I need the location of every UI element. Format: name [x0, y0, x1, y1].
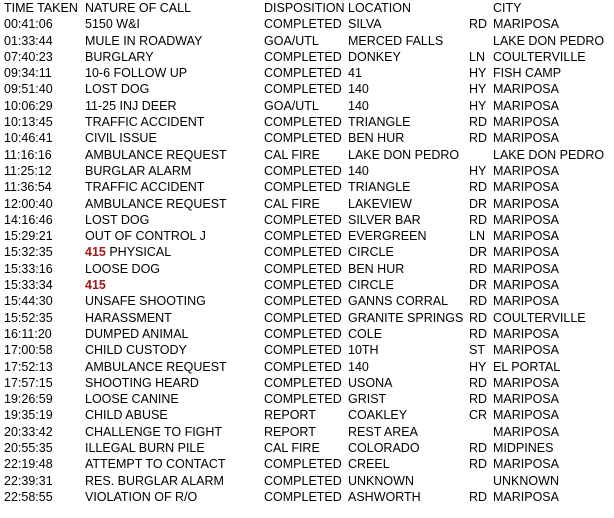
cell-city: LAKE DON PEDRO [493, 33, 605, 48]
cell-location: CIRCLE [348, 245, 394, 260]
cell-nature-of-call [85, 342, 187, 358]
cell-street-suffix: LN [469, 229, 485, 244]
cell-time-taken: 11:16:16 [4, 147, 52, 162]
cell-street-suffix: RD [469, 261, 488, 276]
cell-city: LAKE DON PEDRO [493, 147, 605, 162]
cell-city: MARIPOSA [493, 375, 559, 390]
penal-code: 415 [85, 278, 106, 293]
cell-street-suffix: RD [469, 294, 488, 309]
nature-text: AMBULANCE REQUEST [85, 359, 227, 374]
cell-city: FISH CAMP [493, 66, 562, 81]
table-row [0, 489, 614, 505]
cell-time-taken: 10:46:41 [4, 131, 53, 146]
cell-street-suffix: RD [469, 489, 488, 504]
cell-city: MARIPOSA [493, 180, 559, 195]
table-row [0, 81, 614, 97]
table-row [0, 49, 614, 65]
header-city: CITY [493, 1, 522, 15]
cell-time-taken: 10:13:45 [4, 115, 53, 130]
cell-nature-of-call [85, 359, 227, 375]
cell-location: 140 [348, 163, 369, 178]
cell-nature-of-call [85, 244, 171, 260]
cell-time-taken: 01:33:44 [4, 33, 53, 48]
cell-time-taken: 09:51:40 [4, 82, 53, 97]
cell-street-suffix: DR [469, 196, 488, 211]
header-nature-of-call: NATURE OF CALL [85, 1, 192, 15]
table-row [0, 179, 614, 195]
cell-street-suffix: RD [469, 392, 488, 407]
cell-disposition: COMPLETED [264, 66, 342, 81]
cell-disposition: COMPLETED [264, 457, 342, 472]
cell-disposition: COMPLETED [264, 131, 342, 146]
table-row [0, 163, 614, 179]
cell-city: MARIPOSA [493, 196, 559, 211]
cell-location: SILVER BAR [348, 212, 421, 227]
cell-disposition: COMPLETED [264, 278, 342, 293]
nature-text: AMBULANCE REQUEST [85, 196, 227, 211]
cell-time-taken: 17:52:13 [4, 359, 53, 374]
nature-text: 10-6 FOLLOW UP [85, 66, 188, 81]
cell-city: MARIPOSA [493, 212, 559, 227]
table-row [0, 228, 614, 244]
cell-location: CREEL [348, 457, 390, 472]
nature-text: LOST DOG [85, 82, 150, 97]
cell-disposition: COMPLETED [264, 294, 342, 309]
nature-text: TRAFFIC ACCIDENT [85, 180, 205, 195]
cell-nature-of-call [85, 179, 204, 195]
cell-nature-of-call [85, 196, 227, 212]
cell-street-suffix: HY [469, 359, 487, 374]
cell-time-taken: 15:44:30 [4, 294, 53, 309]
nature-text: UNSAFE SHOOTING [85, 294, 206, 309]
cell-time-taken: 07:40:23 [4, 49, 53, 64]
cell-street-suffix: ST [469, 343, 485, 358]
cell-time-taken: 17:57:15 [4, 375, 53, 390]
cell-location: CIRCLE [348, 278, 394, 293]
table-row [0, 65, 614, 81]
cell-city: MARIPOSA [493, 82, 559, 97]
call-log-rows [0, 16, 614, 505]
cell-location: LAKE DON PEDRO [348, 147, 460, 162]
cell-nature-of-call [85, 130, 157, 146]
cell-street-suffix: HY [469, 66, 487, 81]
table-row [0, 130, 614, 146]
cell-city: MARIPOSA [493, 326, 559, 341]
cell-disposition: REPORT [264, 424, 316, 439]
nature-text: SHOOTING HEARD [85, 375, 199, 390]
nature-text: BURGLARY [85, 49, 154, 64]
cell-city: MARIPOSA [493, 245, 559, 260]
cell-location: REST AREA [348, 424, 418, 439]
table-row [0, 98, 614, 114]
cell-location: 41 [348, 66, 362, 81]
cell-nature-of-call [85, 326, 189, 342]
cell-nature-of-call [85, 424, 222, 440]
nature-text: DUMPED ANIMAL [85, 326, 189, 341]
cell-street-suffix: RD [469, 17, 488, 32]
cell-disposition: COMPLETED [264, 392, 342, 407]
cell-city: MIDPINES [493, 441, 554, 456]
cell-city: COULTERVILLE [493, 310, 586, 325]
cell-disposition: COMPLETED [264, 180, 342, 195]
cell-nature-of-call [85, 293, 206, 309]
cell-city: MARIPOSA [493, 131, 559, 146]
cell-nature-of-call [85, 65, 187, 81]
cell-disposition: COMPLETED [264, 115, 342, 130]
cell-location: USONA [348, 375, 393, 390]
table-row [0, 424, 614, 440]
cell-city: MARIPOSA [493, 424, 559, 439]
nature-text: LOOSE CANINE [85, 392, 179, 407]
nature-text: CHALLENGE TO FIGHT [85, 424, 223, 439]
nature-text: CHILD ABUSE [85, 408, 168, 423]
cell-location: DONKEY [348, 49, 401, 64]
cell-nature-of-call [85, 407, 168, 423]
cell-nature-of-call [85, 163, 191, 179]
cell-location: SILVA [348, 17, 382, 32]
cell-time-taken: 19:26:59 [4, 392, 53, 407]
cell-nature-of-call [85, 16, 140, 32]
table-row [0, 293, 614, 309]
cell-street-suffix: RD [469, 457, 488, 472]
table-row [0, 391, 614, 407]
cell-disposition: GOA/UTL [264, 98, 319, 113]
cell-street-suffix: RD [469, 326, 488, 341]
cell-nature-of-call [85, 391, 179, 407]
cell-time-taken: 09:34:11 [4, 66, 52, 81]
penal-code: 415 [85, 245, 106, 260]
cell-location: COLE [348, 326, 383, 341]
cell-time-taken: 00:41:06 [4, 17, 53, 32]
nature-text: LOST DOG [85, 212, 150, 227]
table-row [0, 33, 614, 49]
cell-nature-of-call [85, 375, 199, 391]
nature-text: ATTEMPT TO CONTACT [85, 457, 226, 472]
cell-time-taken: 15:32:35 [4, 245, 53, 260]
cell-nature-of-call [85, 261, 160, 277]
cell-time-taken: 15:33:34 [4, 278, 53, 293]
cell-nature-of-call [85, 114, 204, 130]
table-row [0, 261, 614, 277]
table-row [0, 342, 614, 358]
table-row [0, 375, 614, 391]
cell-time-taken: 17:00:58 [4, 343, 53, 358]
cell-city: MARIPOSA [493, 98, 559, 113]
cell-disposition: CAL FIRE [264, 441, 320, 456]
cell-location: ASHWORTH [348, 489, 421, 504]
cell-disposition: COMPLETED [264, 245, 342, 260]
nature-text: CHILD CUSTODY [85, 343, 187, 358]
cell-time-taken: 12:00:40 [4, 196, 53, 211]
cell-location: EVERGREEN [348, 229, 427, 244]
table-row [0, 440, 614, 456]
cell-disposition: CAL FIRE [264, 196, 320, 211]
cell-location: 10TH [348, 343, 379, 358]
nature-text: HARASSMENT [85, 310, 172, 325]
cell-street-suffix: CR [469, 408, 488, 423]
cell-street-suffix: LN [469, 49, 485, 64]
cell-city: MARIPOSA [493, 17, 559, 32]
table-row [0, 196, 614, 212]
cell-street-suffix: DR [469, 278, 488, 293]
cell-nature-of-call [85, 440, 205, 456]
cell-location: BEN HUR [348, 261, 405, 276]
cell-location: 140 [348, 359, 369, 374]
table-row [0, 456, 614, 472]
cell-time-taken: 20:33:42 [4, 424, 53, 439]
cell-nature-of-call [85, 81, 149, 97]
cell-location: GRANITE SPRINGS [348, 310, 464, 325]
cell-disposition: COMPLETED [264, 343, 342, 358]
cell-city: MARIPOSA [493, 343, 559, 358]
table-row [0, 147, 614, 163]
cell-city: MARIPOSA [493, 489, 559, 504]
cell-time-taken: 11:36:54 [4, 180, 52, 195]
cell-time-taken: 22:19:48 [4, 457, 53, 472]
nature-text: MULE IN ROADWAY [85, 33, 203, 48]
cell-street-suffix: HY [469, 98, 487, 113]
cell-city: MARIPOSA [493, 457, 559, 472]
cell-location: BEN HUR [348, 131, 405, 146]
cell-nature-of-call [85, 277, 106, 293]
nature-text: TRAFFIC ACCIDENT [85, 115, 205, 130]
cell-time-taken: 22:58:55 [4, 489, 53, 504]
table-row [0, 473, 614, 489]
cell-disposition: COMPLETED [264, 229, 342, 244]
table-row [0, 326, 614, 342]
cell-street-suffix: RD [469, 441, 488, 456]
cell-nature-of-call [85, 49, 154, 65]
cell-city: COULTERVILLE [493, 49, 586, 64]
cell-nature-of-call [85, 228, 206, 244]
cell-disposition: COMPLETED [264, 49, 342, 64]
cell-time-taken: 15:29:21 [4, 229, 53, 244]
table-row [0, 212, 614, 228]
table-row [0, 244, 614, 260]
cell-disposition: COMPLETED [264, 212, 342, 227]
cell-location: 140 [348, 82, 369, 97]
nature-text: VIOLATION OF R/O [85, 489, 198, 504]
cell-city: MARIPOSA [493, 261, 559, 276]
cell-disposition: COMPLETED [264, 359, 342, 374]
nature-text: RES. BURGLAR ALARM [85, 473, 224, 488]
cell-city: MARIPOSA [493, 115, 559, 130]
cell-street-suffix: RD [469, 212, 488, 227]
cell-time-taken: 15:52:35 [4, 310, 53, 325]
cell-nature-of-call [85, 98, 176, 114]
cell-time-taken: 15:33:16 [4, 261, 53, 276]
cell-disposition: COMPLETED [264, 17, 342, 32]
cell-nature-of-call [85, 473, 224, 489]
cell-street-suffix: HY [469, 82, 487, 97]
cell-street-suffix: RD [469, 131, 488, 146]
cell-location: COLORADO [348, 441, 420, 456]
cell-nature-of-call [85, 489, 197, 505]
cell-city: MARIPOSA [493, 163, 559, 178]
cell-city: MARIPOSA [493, 229, 559, 244]
header-row [0, 0, 614, 16]
cell-city: MARIPOSA [493, 278, 559, 293]
cell-location: TRIANGLE [348, 115, 411, 130]
nature-text: 11-25 INJ DEER [85, 98, 177, 113]
nature-text: PHYSICAL [105, 245, 172, 260]
table-row [0, 16, 614, 32]
cell-disposition: COMPLETED [264, 473, 342, 488]
nature-text: 5150 W&I [85, 17, 140, 32]
cell-city: MARIPOSA [493, 294, 559, 309]
table-row [0, 277, 614, 293]
cell-location: GANNS CORRAL [348, 294, 449, 309]
cell-nature-of-call [85, 310, 172, 326]
cell-location: TRIANGLE [348, 180, 411, 195]
cell-time-taken: 16:11:20 [4, 326, 52, 341]
cell-city: UNKNOWN [493, 473, 559, 488]
cell-disposition: COMPLETED [264, 326, 342, 341]
cell-nature-of-call [85, 456, 226, 472]
cell-disposition: COMPLETED [264, 163, 342, 178]
cell-location: COAKLEY [348, 408, 408, 423]
table-row [0, 359, 614, 375]
nature-text: BURGLAR ALARM [85, 163, 192, 178]
cell-location: LAKEVIEW [348, 196, 412, 211]
cell-street-suffix: RD [469, 115, 488, 130]
cell-city: MARIPOSA [493, 408, 559, 423]
cell-disposition: REPORT [264, 408, 316, 423]
cell-location: UNKNOWN [348, 473, 414, 488]
cell-street-suffix: DR [469, 245, 488, 260]
cell-time-taken: 14:16:46 [4, 212, 53, 227]
cell-time-taken: 22:39:31 [4, 473, 53, 488]
nature-text: AMBULANCE REQUEST [85, 147, 227, 162]
nature-text: LOOSE DOG [85, 261, 161, 276]
cell-disposition: COMPLETED [264, 261, 342, 276]
header-location: LOCATION [348, 1, 411, 15]
cell-time-taken: 19:35:19 [4, 408, 53, 423]
header-time-taken: TIME TAKEN [4, 1, 78, 15]
cell-disposition: COMPLETED [264, 82, 342, 97]
nature-text: CIVIL ISSUE [85, 131, 157, 146]
nature-text: ILLEGAL BURN PILE [85, 441, 205, 456]
cell-street-suffix: RD [469, 375, 488, 390]
cell-street-suffix: RD [469, 310, 488, 325]
nature-text: OUT OF CONTROL J [85, 229, 206, 244]
cell-street-suffix: RD [469, 180, 488, 195]
cell-disposition: GOA/UTL [264, 33, 319, 48]
table-row [0, 114, 614, 130]
cell-city: EL PORTAL [493, 359, 561, 374]
cell-nature-of-call [85, 212, 149, 228]
cell-location: GRIST [348, 392, 387, 407]
cell-city: MARIPOSA [493, 392, 559, 407]
cell-disposition: COMPLETED [264, 310, 342, 325]
cell-disposition: COMPLETED [264, 489, 342, 504]
cell-time-taken: 20:55:35 [4, 441, 53, 456]
table-row [0, 310, 614, 326]
cell-nature-of-call [85, 147, 227, 163]
cell-time-taken: 11:25:12 [4, 163, 52, 178]
cell-time-taken: 10:06:29 [4, 98, 53, 113]
header-disposition: DISPOSITION [264, 1, 345, 15]
table-row [0, 407, 614, 423]
cell-location: MERCED FALLS [348, 33, 444, 48]
cell-nature-of-call [85, 33, 202, 49]
cell-disposition: CAL FIRE [264, 147, 320, 162]
cell-street-suffix: HY [469, 163, 487, 178]
cell-location: 140 [348, 98, 369, 113]
cell-disposition: COMPLETED [264, 375, 342, 390]
